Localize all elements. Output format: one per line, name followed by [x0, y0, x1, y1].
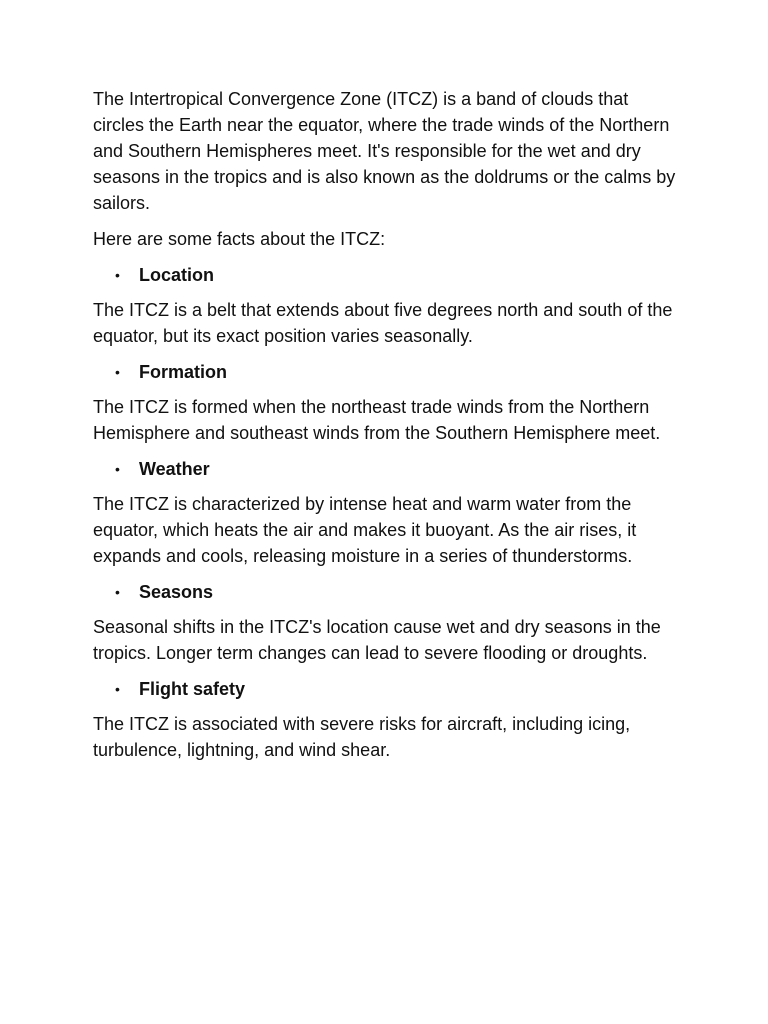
bullet-heading-seasons — [93, 579, 683, 605]
bullet-heading-text: Flight safety — [139, 679, 246, 699]
lead-paragraph: Here are some facts about the ITCZ: — [93, 229, 386, 249]
bullet-heading-location — [93, 262, 683, 288]
bullet-dot: • — [115, 267, 120, 283]
bullet-heading-weather — [93, 456, 683, 482]
bullet-dot: • — [115, 584, 120, 600]
section-paragraph-weather: The ITCZ is characterized by intense heat and warm water from the equator, which heats the air and makes it buoyant. As the air rises, it expands and cools, releasing moisture in a series of thunderstorms. — [93, 494, 637, 566]
section-paragraph-seasons: Seasonal shifts in the ITCZ's location cause wet and dry seasons in the tropics. Longer term changes can lead to severe flooding or droughts. — [93, 617, 661, 663]
document-page — [93, 86, 683, 773]
bullet-heading-flight-safety — [93, 676, 683, 702]
bullet-heading-text: Seasons — [139, 582, 214, 602]
bullet-dot: • — [115, 461, 120, 477]
bullet-heading-text: Formation — [139, 362, 227, 382]
section-paragraph-location: The ITCZ is a belt that extends about five degrees north and south of the equator, but its exact position varies seasonally. — [93, 300, 673, 346]
intro-paragraph: The Intertropical Convergence Zone (ITCZ) is a band of clouds that circles the Earth near the equator, where the trade winds of the Northern and Southern Hemispheres meet. It's responsible for the wet and dry seasons in the tropics and is also known as the doldrums or the calms by sailors. — [93, 89, 676, 213]
section-paragraph-formation: The ITCZ is formed when the northeast trade winds from the Northern Hemisphere and southeast winds from the Southern Hemisphere meet. — [93, 397, 661, 443]
bullet-heading-text: Location — [139, 265, 214, 285]
bullet-heading-text: Weather — [139, 459, 210, 479]
bullet-dot: • — [115, 681, 120, 697]
bullet-dot: • — [115, 364, 120, 380]
section-paragraph-flight-safety: The ITCZ is associated with severe risks for aircraft, including icing, turbulence, lightning, and wind shear. — [93, 714, 631, 760]
bullet-heading-formation — [93, 359, 683, 385]
